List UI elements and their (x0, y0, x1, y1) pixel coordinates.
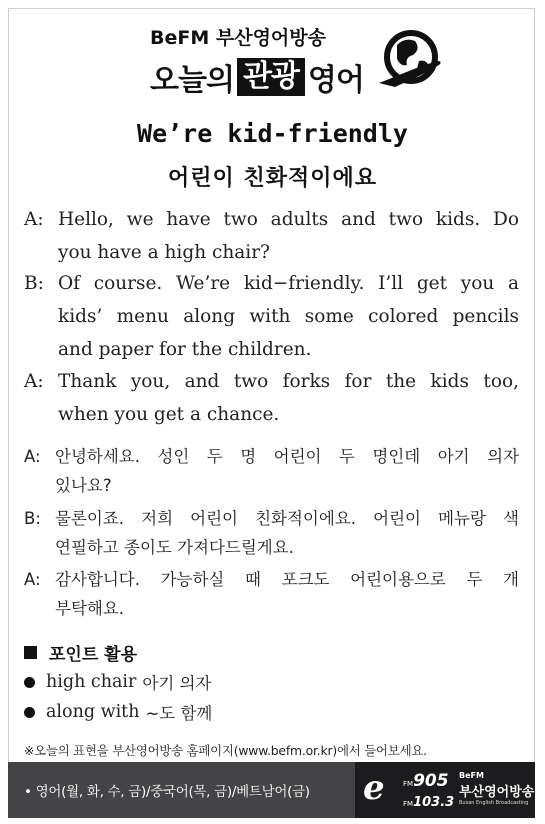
dialogue-line: 있나요? (55, 476, 112, 495)
dialogue-line: Hello, we have two adults and two kids. Do (58, 209, 519, 230)
lesson-card (8, 8, 535, 818)
dialogue-line: kids’ menu along with some colored pencils (58, 306, 519, 327)
broadcast-schedule: • 영어(월, 화, 수, 금)/중국어(목, 금)/베트남어(금) (24, 784, 310, 800)
brand-top-label: BeFM 부산영어방송 (150, 27, 326, 49)
point-heading (24, 640, 137, 665)
station-logo (355, 762, 535, 818)
speaker-label: B: (24, 509, 41, 528)
dialogue-ko-line-1 (9, 442, 536, 500)
globe-plane-icon (375, 27, 445, 95)
dialogue-en-line-2 (9, 267, 536, 366)
square-bullet-icon (24, 646, 37, 659)
dialogue-line: 물론이죠. 저희 어린이 친화적이에요. 어린이 메뉴랑 색 (55, 509, 519, 528)
frequency-1: FM905 (403, 771, 449, 791)
point-item-ko: ~도 함께 (145, 704, 213, 723)
dialogue-ko-line-2 (9, 504, 536, 562)
dialogue-line: 안녕하세요. 성인 두 명 어린이 두 명인데 아기 의자 (55, 447, 519, 466)
website-note: ※오늘의 표현을 부산영어방송 홈페이지(www.befm.or.kr)에서 들어보세요. (24, 743, 427, 758)
bullet-icon (24, 707, 35, 718)
speaker-label: A: (24, 209, 44, 230)
logo-befm: BeFM (459, 771, 484, 780)
dialogue-en-line-1 (9, 203, 536, 269)
point-item-en: high chair (46, 672, 137, 692)
dialogue-text (55, 504, 519, 562)
dialogue-text (55, 565, 519, 623)
dialogue-en-line-3 (9, 365, 536, 431)
e-logo-icon: e (363, 768, 385, 808)
logo-station-sub: Busan English Broadcasting (459, 800, 529, 806)
bullet-icon (24, 677, 35, 688)
point-item (24, 670, 211, 694)
speaker-label: A: (24, 447, 41, 466)
frequency-2: FM103.3 (403, 795, 455, 810)
dialogue-text (58, 365, 519, 431)
dialogue-text (58, 203, 519, 269)
brand-main-post: 영어 (307, 63, 364, 98)
dialogue-ko-line-3 (9, 565, 536, 623)
speaker-label: A: (24, 570, 41, 589)
dialogue-text (55, 442, 519, 500)
brand-main-box: 관광 (237, 58, 305, 96)
dialogue-line: and paper for the children. (58, 339, 312, 360)
dialogue-line: you have a high chair? (58, 242, 270, 263)
dialogue-line: 감사합니다. 가능하실 때 포크도 어린이용으로 두 개 (55, 570, 519, 589)
brand-main-pre: 오늘의 (150, 63, 234, 98)
dialogue-line: Of course. We’re kid−friendly. I’ll get you a (58, 273, 519, 294)
dialogue-line: 연필하고 종이도 가져다드릴게요. (55, 538, 294, 557)
point-item-en: along with (46, 702, 140, 722)
speaker-label: B: (24, 273, 44, 294)
dialogue-text (58, 267, 519, 366)
logo-station-name: 부산영어방송 (459, 785, 535, 800)
brand-main-title (150, 57, 364, 97)
dialogue-line: 부탁해요. (55, 599, 125, 618)
point-heading-label: 포인트 활용 (49, 645, 138, 665)
footer-bar (8, 762, 535, 818)
dialogue-line: when you get a chance. (58, 404, 280, 425)
title-en: We’re kid-friendly (137, 119, 408, 148)
title-ko: 어린이 친화적이에요 (168, 166, 377, 191)
speaker-label: A: (24, 371, 44, 392)
point-item-ko: 아기 의자 (142, 674, 212, 693)
dialogue-line: Thank you, and two forks for the kids too, (58, 371, 519, 392)
point-item (24, 700, 212, 724)
